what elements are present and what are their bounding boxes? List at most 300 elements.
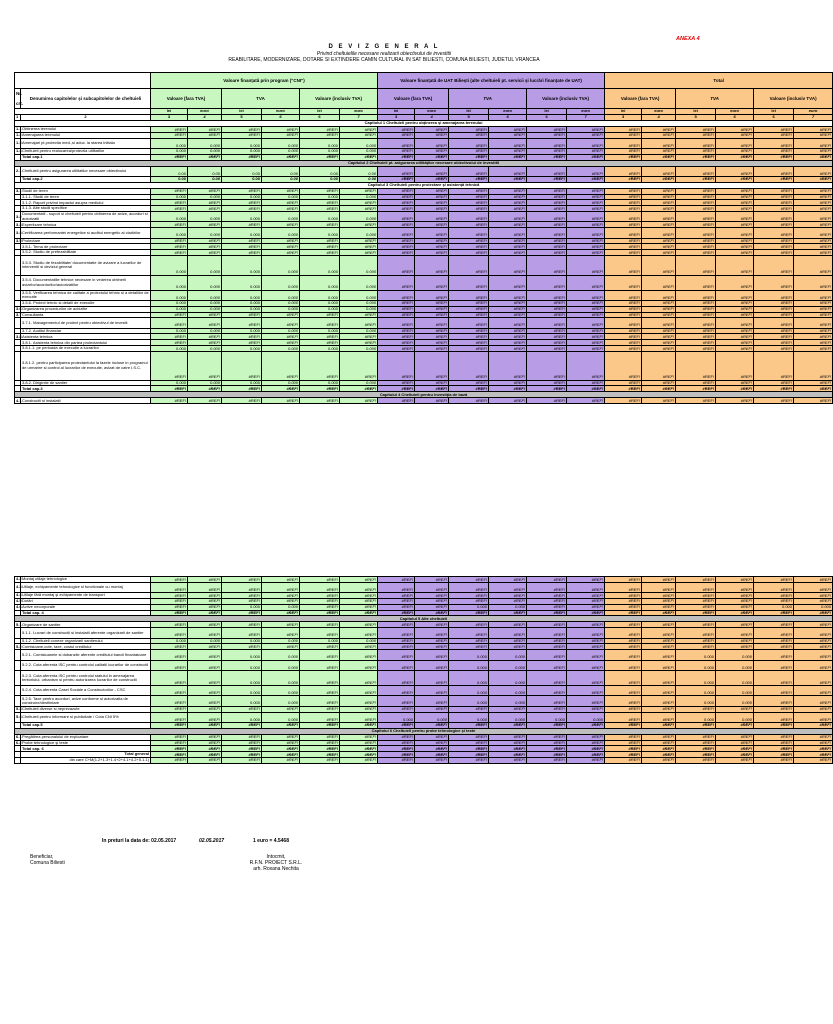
- value-cell: #REF!: [449, 386, 489, 392]
- value-cell: 0.00: [300, 166, 340, 176]
- value-cell: #REF!: [567, 306, 605, 312]
- value-cell: #REF!: [151, 127, 188, 133]
- value-cell: #REF!: [605, 752, 642, 758]
- value-cell: #REF!: [676, 380, 716, 386]
- value-cell: #REF!: [188, 238, 222, 244]
- value-cell: 0.00: [151, 176, 188, 182]
- header-blank: [15, 73, 151, 89]
- value-cell: #REF!: [794, 300, 833, 306]
- value-cell: 0.000: [489, 650, 527, 660]
- value-cell: #REF!: [378, 638, 415, 644]
- value-cell: #REF!: [262, 598, 300, 604]
- value-cell: #REF!: [300, 696, 340, 706]
- value-cell: #REF!: [642, 577, 676, 583]
- value-cell: #REF!: [378, 598, 415, 604]
- value-cell: #REF!: [151, 582, 188, 592]
- value-cell: 0.000: [340, 346, 378, 352]
- value-cell: #REF!: [527, 685, 567, 695]
- row-number: 3.2: [15, 211, 21, 221]
- value-cell: #REF!: [415, 670, 449, 685]
- value-cell: #REF!: [151, 644, 188, 650]
- value-cell: #REF!: [415, 740, 449, 746]
- value-cell: 0.000: [188, 255, 222, 275]
- value-cell: #REF!: [300, 752, 340, 758]
- value-cell: 0.000: [676, 670, 716, 685]
- value-cell: #REF!: [794, 306, 833, 312]
- value-cell: #REF!: [527, 318, 567, 328]
- value-cell: #REF!: [642, 582, 676, 592]
- value-cell: 0.000: [300, 290, 340, 300]
- tot-val-incl-header: Valoare (inclusiv TVA): [754, 89, 833, 109]
- value-cell: #REF!: [716, 740, 754, 746]
- value-cell: #REF!: [340, 757, 378, 763]
- value-cell: #REF!: [415, 722, 449, 728]
- value-cell: #REF!: [449, 154, 489, 160]
- value-cell: #REF!: [489, 351, 527, 380]
- value-cell: #REF!: [642, 628, 676, 638]
- tot-tva-header: TVA: [676, 89, 754, 109]
- value-cell: #REF!: [188, 334, 222, 340]
- cni-tva-header: TVA: [222, 89, 300, 109]
- unit-cell: lei: [449, 109, 489, 115]
- value-cell: #REF!: [794, 188, 833, 194]
- value-cell: #REF!: [676, 638, 716, 644]
- value-cell: #REF!: [151, 244, 188, 250]
- value-cell: #REF!: [378, 290, 415, 300]
- value-cell: #REF!: [489, 176, 527, 182]
- value-cell: #REF!: [527, 188, 567, 194]
- value-cell: #REF!: [222, 250, 262, 256]
- row-number: 6.1: [16, 733, 22, 739]
- value-cell: 0.000: [262, 290, 300, 300]
- value-cell: #REF!: [489, 290, 527, 300]
- value-cell: #REF!: [605, 176, 642, 182]
- value-cell: #REF!: [642, 200, 676, 206]
- value-cell: #REF!: [415, 644, 449, 650]
- value-cell: #REF!: [567, 752, 605, 758]
- value-cell: #REF!: [642, 706, 676, 712]
- value-cell: #REF!: [794, 706, 833, 712]
- value-cell: #REF!: [676, 194, 716, 200]
- value-cell: #REF!: [300, 712, 340, 722]
- value-cell: 0.000: [188, 300, 222, 306]
- value-cell: #REF!: [527, 244, 567, 250]
- value-cell: #REF!: [642, 398, 676, 404]
- value-cell: #REF!: [222, 746, 262, 752]
- row-label: 5.1.2. Cheltuieli conexe organizarii santierului: [21, 638, 151, 644]
- budget-row: [15, 290, 833, 300]
- value-cell: #REF!: [340, 127, 378, 133]
- value-cell: #REF!: [794, 610, 833, 616]
- value-cell: #REF!: [676, 318, 716, 328]
- value-cell: #REF!: [567, 650, 605, 660]
- value-cell: 0.000: [567, 712, 605, 722]
- value-cell: #REF!: [794, 351, 833, 380]
- row-label: Total cap.1: [21, 154, 151, 160]
- value-cell: #REF!: [415, 188, 449, 194]
- value-cell: #REF!: [262, 622, 300, 628]
- unit-cell: euro: [642, 109, 676, 115]
- row-label: Montaj utilaje tehnologice: [21, 577, 151, 583]
- value-cell: #REF!: [567, 194, 605, 200]
- group-header-cni: Valoare finanțată prin program ("CNI"): [151, 73, 378, 89]
- value-cell: #REF!: [262, 593, 300, 599]
- value-cell: #REF!: [151, 604, 188, 610]
- value-cell: #REF!: [378, 194, 415, 200]
- value-cell: #REF!: [567, 644, 605, 650]
- value-cell: #REF!: [754, 318, 794, 328]
- value-cell: #REF!: [222, 757, 262, 763]
- value-cell: #REF!: [527, 604, 567, 610]
- value-cell: #REF!: [415, 211, 449, 221]
- value-cell: #REF!: [378, 275, 415, 290]
- value-cell: #REF!: [151, 660, 188, 670]
- value-cell: #REF!: [794, 398, 833, 404]
- value-cell: #REF!: [754, 644, 794, 650]
- value-cell: #REF!: [188, 386, 222, 392]
- value-cell: #REF!: [340, 650, 378, 660]
- value-cell: #REF!: [222, 593, 262, 599]
- value-cell: #REF!: [489, 300, 527, 306]
- value-cell: #REF!: [716, 638, 754, 644]
- value-cell: #REF!: [527, 398, 567, 404]
- value-cell: 0.000: [151, 290, 188, 300]
- value-cell: #REF!: [489, 138, 527, 148]
- value-cell: #REF!: [716, 622, 754, 628]
- value-cell: 0.000: [340, 328, 378, 334]
- value-cell: #REF!: [605, 351, 642, 380]
- row-label: Cheltuieli diverse si neprevazute: [21, 706, 151, 712]
- value-cell: #REF!: [378, 740, 415, 746]
- value-cell: 0.00: [222, 166, 262, 176]
- value-cell: #REF!: [716, 206, 754, 212]
- value-cell: #REF!: [567, 244, 605, 250]
- value-cell: #REF!: [754, 222, 794, 228]
- value-cell: #REF!: [415, 290, 449, 300]
- value-cell: #REF!: [642, 593, 676, 599]
- value-cell: #REF!: [567, 132, 605, 138]
- value-cell: 0.000: [300, 211, 340, 221]
- value-cell: 0.000: [794, 604, 833, 610]
- value-cell: #REF!: [449, 746, 489, 752]
- value-cell: #REF!: [527, 740, 567, 746]
- value-cell: 0.000: [489, 670, 527, 685]
- intocmit-label: Intocmit,: [266, 854, 286, 860]
- value-cell: #REF!: [567, 334, 605, 340]
- value-cell: #REF!: [262, 132, 300, 138]
- unit-cell: euro: [340, 109, 378, 115]
- value-cell: #REF!: [567, 222, 605, 228]
- value-cell: #REF!: [567, 328, 605, 334]
- value-cell: #REF!: [716, 306, 754, 312]
- value-cell: #REF!: [605, 250, 642, 256]
- value-cell: #REF!: [489, 318, 527, 328]
- unit-cell: lei: [378, 109, 415, 115]
- value-cell: #REF!: [222, 334, 262, 340]
- value-cell: #REF!: [340, 644, 378, 650]
- value-cell: #REF!: [188, 244, 222, 250]
- value-cell: #REF!: [262, 222, 300, 228]
- value-cell: #REF!: [567, 188, 605, 194]
- value-cell: #REF!: [262, 154, 300, 160]
- value-cell: #REF!: [676, 398, 716, 404]
- value-cell: #REF!: [340, 593, 378, 599]
- value-cell: #REF!: [449, 346, 489, 352]
- value-cell: #REF!: [716, 598, 754, 604]
- value-cell: 0.000: [222, 138, 262, 148]
- row-label: Probe tehnologice şi teste: [21, 740, 151, 746]
- value-cell: #REF!: [754, 166, 794, 176]
- value-cell: #REF!: [188, 188, 222, 194]
- value-cell: #REF!: [449, 312, 489, 318]
- value-cell: #REF!: [605, 685, 642, 695]
- value-cell: 0.00: [340, 176, 378, 182]
- value-cell: #REF!: [151, 622, 188, 628]
- value-cell: #REF!: [716, 398, 754, 404]
- value-cell: #REF!: [340, 740, 378, 746]
- value-cell: #REF!: [794, 318, 833, 328]
- value-cell: #REF!: [676, 340, 716, 346]
- value-cell: 0.000: [188, 638, 222, 644]
- value-cell: #REF!: [222, 706, 262, 712]
- uat-tva-header: TVA: [449, 89, 527, 109]
- value-cell: #REF!: [415, 306, 449, 312]
- value-cell: #REF!: [642, 238, 676, 244]
- value-cell: #REF!: [151, 740, 188, 746]
- budget-row: [15, 398, 833, 404]
- value-cell: #REF!: [378, 670, 415, 685]
- value-cell: #REF!: [642, 176, 676, 182]
- value-cell: #REF!: [605, 300, 642, 306]
- value-cell: #REF!: [300, 398, 340, 404]
- value-cell: #REF!: [642, 300, 676, 306]
- value-cell: #REF!: [642, 318, 676, 328]
- value-cell: #REF!: [716, 328, 754, 334]
- value-cell: #REF!: [415, 622, 449, 628]
- column-number: 7: [794, 115, 833, 121]
- value-cell: #REF!: [415, 244, 449, 250]
- value-cell: #REF!: [151, 154, 188, 160]
- value-cell: #REF!: [378, 628, 415, 638]
- value-cell: #REF!: [567, 386, 605, 392]
- row-label: Total cap. 6: [21, 746, 151, 752]
- value-cell: 0.000: [188, 380, 222, 386]
- value-cell: #REF!: [794, 746, 833, 752]
- value-cell: #REF!: [527, 300, 567, 306]
- value-cell: #REF!: [300, 244, 340, 250]
- value-cell: #REF!: [415, 255, 449, 275]
- value-cell: #REF!: [449, 757, 489, 763]
- value-cell: #REF!: [605, 638, 642, 644]
- value-cell: #REF!: [676, 206, 716, 212]
- value-cell: #REF!: [794, 712, 833, 722]
- value-cell: #REF!: [527, 650, 567, 660]
- value-cell: #REF!: [605, 593, 642, 599]
- value-cell: #REF!: [300, 318, 340, 328]
- value-cell: #REF!: [754, 685, 794, 695]
- value-cell: #REF!: [188, 628, 222, 638]
- value-cell: #REF!: [222, 238, 262, 244]
- value-cell: #REF!: [716, 734, 754, 740]
- value-cell: #REF!: [605, 746, 642, 752]
- value-cell: #REF!: [489, 598, 527, 604]
- value-cell: #REF!: [378, 200, 415, 206]
- value-cell: #REF!: [340, 200, 378, 206]
- value-cell: #REF!: [151, 752, 188, 758]
- value-cell: #REF!: [567, 318, 605, 328]
- value-cell: #REF!: [378, 577, 415, 583]
- value-cell: #REF!: [222, 127, 262, 133]
- value-cell: #REF!: [716, 706, 754, 712]
- value-cell: #REF!: [449, 644, 489, 650]
- value-cell: 0.000: [300, 275, 340, 290]
- value-cell: #REF!: [716, 593, 754, 599]
- value-cell: #REF!: [222, 340, 262, 346]
- value-cell: #REF!: [340, 398, 378, 404]
- value-cell: #REF!: [754, 255, 794, 275]
- value-cell: #REF!: [605, 740, 642, 746]
- value-cell: 0.000: [151, 138, 188, 148]
- value-cell: #REF!: [676, 644, 716, 650]
- value-cell: #REF!: [489, 275, 527, 290]
- value-cell: 0.000: [262, 138, 300, 148]
- value-cell: #REF!: [794, 166, 833, 176]
- value-cell: #REF!: [567, 200, 605, 206]
- value-cell: 0.000: [527, 712, 567, 722]
- value-cell: 0.000: [222, 255, 262, 275]
- value-cell: #REF!: [605, 712, 642, 722]
- value-cell: #REF!: [151, 318, 188, 328]
- row-number: 5.3: [16, 705, 22, 711]
- value-cell: #REF!: [605, 154, 642, 160]
- row-number: 5.4: [15, 712, 21, 722]
- value-cell: #REF!: [605, 334, 642, 340]
- row-label: Documentatii - suport si cheltuieli pentru obtinerea de avize, acorduri si autorizatii: [21, 211, 151, 221]
- row-label: 5.2.1. Comisioanele si dobanzile aferente creditului bancii finantatoare: [21, 650, 151, 660]
- value-cell: #REF!: [262, 386, 300, 392]
- value-cell: #REF!: [716, 340, 754, 346]
- value-cell: #REF!: [716, 318, 754, 328]
- value-cell: 0.000: [489, 712, 527, 722]
- value-cell: #REF!: [378, 300, 415, 306]
- row-label: 3.1.1. Studii de teren: [21, 194, 151, 200]
- value-cell: #REF!: [340, 670, 378, 685]
- row-label: Organizarea procedurilor de achizitie: [21, 306, 151, 312]
- value-cell: #REF!: [378, 660, 415, 670]
- unit-cell: euro: [716, 109, 754, 115]
- value-cell: #REF!: [151, 351, 188, 380]
- value-cell: #REF!: [262, 734, 300, 740]
- value-cell: #REF!: [222, 318, 262, 328]
- value-cell: #REF!: [642, 644, 676, 650]
- value-cell: #REF!: [449, 290, 489, 300]
- value-cell: #REF!: [794, 132, 833, 138]
- value-cell: 0.000: [300, 228, 340, 238]
- value-cell: #REF!: [262, 312, 300, 318]
- value-cell: #REF!: [415, 154, 449, 160]
- value-cell: #REF!: [642, 598, 676, 604]
- value-cell: #REF!: [489, 752, 527, 758]
- value-cell: #REF!: [415, 334, 449, 340]
- value-cell: #REF!: [794, 598, 833, 604]
- value-cell: #REF!: [716, 250, 754, 256]
- value-cell: #REF!: [340, 238, 378, 244]
- value-cell: #REF!: [262, 200, 300, 206]
- row-label: Consultanta: [21, 312, 151, 318]
- value-cell: #REF!: [188, 706, 222, 712]
- value-cell: #REF!: [489, 132, 527, 138]
- value-cell: 0.000: [300, 328, 340, 334]
- value-cell: 0.000: [716, 650, 754, 660]
- value-cell: #REF!: [378, 127, 415, 133]
- value-cell: #REF!: [489, 340, 527, 346]
- value-cell: #REF!: [605, 650, 642, 660]
- value-cell: #REF!: [415, 132, 449, 138]
- value-cell: #REF!: [794, 194, 833, 200]
- value-cell: #REF!: [489, 255, 527, 275]
- value-cell: #REF!: [415, 757, 449, 763]
- value-cell: #REF!: [716, 386, 754, 392]
- value-cell: #REF!: [716, 290, 754, 300]
- value-cell: #REF!: [567, 340, 605, 346]
- value-cell: #REF!: [642, 712, 676, 722]
- value-cell: #REF!: [527, 127, 567, 133]
- value-cell: 0.000: [262, 306, 300, 312]
- value-cell: #REF!: [567, 211, 605, 221]
- value-cell: #REF!: [415, 398, 449, 404]
- intocmit-person: arh. Roxana Nechita: [253, 866, 299, 872]
- value-cell: #REF!: [527, 644, 567, 650]
- col-name-header: Denumirea capitolelor şi subcapitolelor de cheltuieli: [21, 89, 151, 109]
- unit-cell: lei: [605, 109, 642, 115]
- group-header-total: Total: [605, 73, 833, 89]
- value-cell: #REF!: [151, 398, 188, 404]
- value-cell: 0.000: [188, 290, 222, 300]
- value-cell: #REF!: [151, 722, 188, 728]
- value-cell: #REF!: [754, 638, 794, 644]
- value-cell: #REF!: [527, 306, 567, 312]
- value-cell: #REF!: [151, 200, 188, 206]
- value-cell: #REF!: [794, 380, 833, 386]
- value-cell: #REF!: [378, 706, 415, 712]
- value-cell: #REF!: [794, 255, 833, 275]
- value-cell: #REF!: [716, 628, 754, 638]
- value-cell: #REF!: [378, 593, 415, 599]
- value-cell: #REF!: [605, 318, 642, 328]
- row-label: 3.5.5. Verificarea tehnica de calitate a proiectului tehnic si a detaliilor de executie: [22, 289, 149, 300]
- value-cell: #REF!: [300, 132, 340, 138]
- value-cell: #REF!: [527, 746, 567, 752]
- column-number: 3: [378, 115, 415, 121]
- value-cell: #REF!: [642, 346, 676, 352]
- value-cell: #REF!: [642, 386, 676, 392]
- value-cell: #REF!: [754, 334, 794, 340]
- value-cell: #REF!: [222, 312, 262, 318]
- value-cell: #REF!: [489, 127, 527, 133]
- value-cell: #REF!: [716, 300, 754, 306]
- value-cell: 0.000: [449, 660, 489, 670]
- value-cell: #REF!: [794, 244, 833, 250]
- budget-table-bottom: [14, 576, 833, 764]
- value-cell: #REF!: [794, 734, 833, 740]
- value-cell: #REF!: [151, 757, 188, 763]
- value-cell: #REF!: [605, 670, 642, 685]
- value-cell: #REF!: [527, 200, 567, 206]
- value-cell: #REF!: [605, 211, 642, 221]
- value-cell: #REF!: [262, 644, 300, 650]
- value-cell: #REF!: [449, 593, 489, 599]
- value-cell: #REF!: [642, 650, 676, 660]
